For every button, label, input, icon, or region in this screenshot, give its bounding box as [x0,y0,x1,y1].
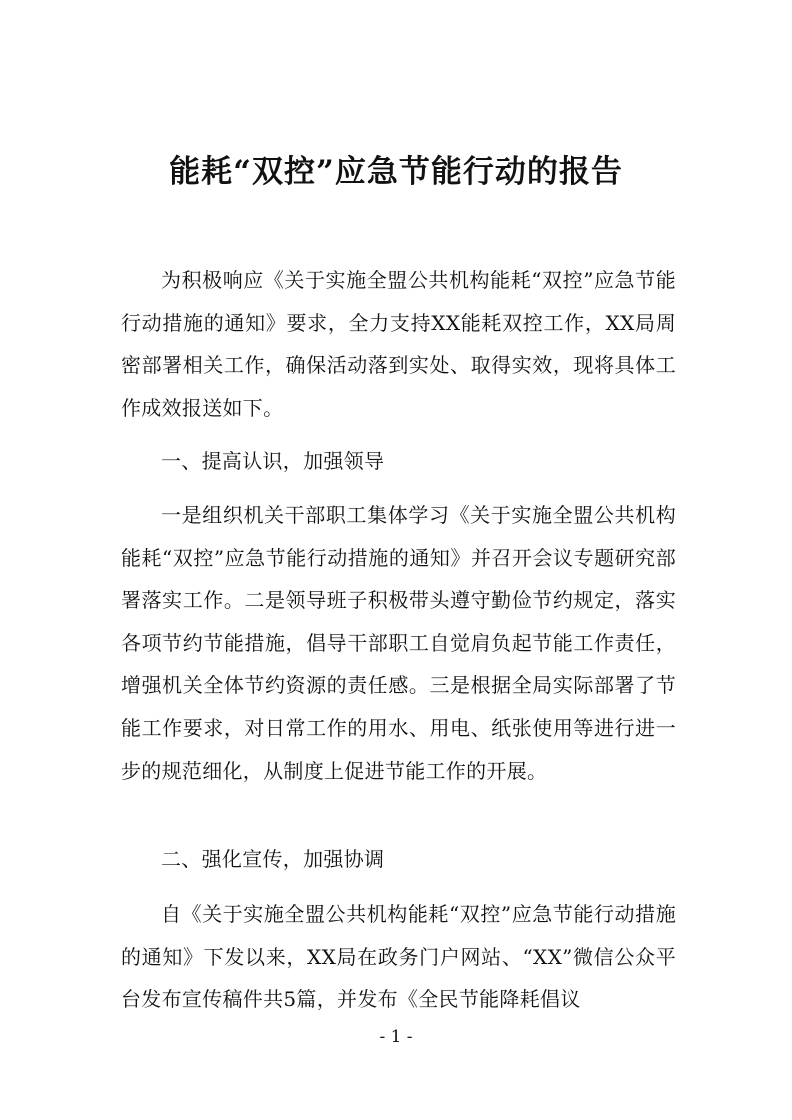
section-1-heading: 一、提高认识，加强领导 [161,449,385,473]
intro-paragraph: 为积极响应《关于实施全盟公共机构能耗“双控”应急节能行动措施的通知》要求，全力支持XX能耗双控工作，XX局周密部署相关工作，确保活动落到实处、取得实效，现将具体工作成效报送如下。 [121,268,676,420]
section-2-body: 自《关于实施全盟公共机构能耗“双控”应急节能行动措施的通知》下发以来，XX局在政务门户网站、“XX”微信公众平台发布宣传稿件共5篇，并发布《全民节能降耗倡议 [121,902,676,1012]
section-2-heading: 二、强化宣传，加强协调 [161,847,385,871]
page-number: - 1 - [379,1027,413,1047]
document-title: 能耗“双控”应急节能行动的报告 [169,154,623,190]
section-1-body: 一是组织机关干部职工集体学习《关于实施全盟公共机构能耗“双控”应急节能行动措施的通知》并召开会议专题研究部署落实工作。二是领导班子积极带头遵守勤俭节约规定，落实各项节约节能措施，倡导干部职工自觉肩负起节能工作责任，增强机关全体节约资源的责任感。三是根据全局实际部署了节能工作要求，对日常工作的用水、用电、纸张使用等进行进一步的规范细化，从制度上促进节能工作的开展。 [121,503,676,783]
